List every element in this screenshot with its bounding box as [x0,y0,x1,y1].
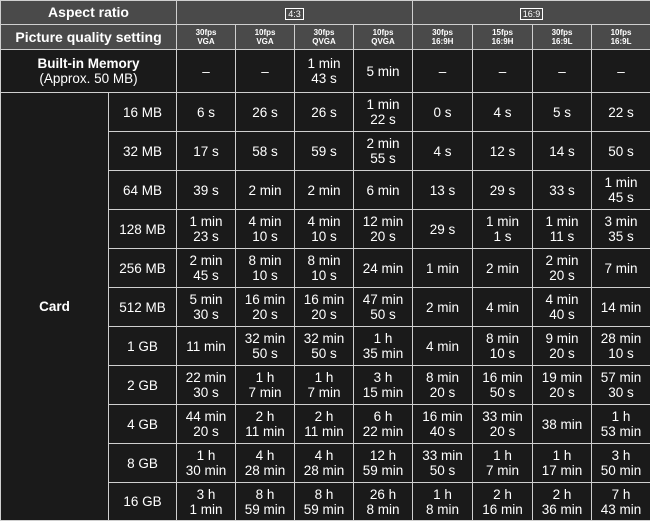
card-size-label: 4 GB [109,405,177,444]
time-cell [413,327,473,366]
time-cell [177,171,236,210]
time-cell [533,483,592,521]
time-value: 4 min [413,339,472,354]
time-value: 20 s [533,268,591,283]
time-value: 8 h [295,487,353,502]
builtin-memory-capacity: (Approx. 50 MB) [1,71,176,86]
quality-size: VGA [177,37,235,46]
time-value: 33 s [533,183,591,198]
time-value: 16 min [473,370,532,385]
time-value: 59 min [295,502,353,517]
time-value: 26 s [236,105,294,120]
time-value: 7 min [236,385,294,400]
time-cell [236,210,295,249]
quality-fps: 30fps [177,29,235,37]
time-value: 50 s [295,346,353,361]
time-cell [354,327,413,366]
time-value: 2 min [473,261,532,276]
time-value: 2 min [354,136,412,151]
time-value: – [177,64,235,79]
time-cell [533,210,592,249]
time-cell [413,249,473,288]
time-value: 30 min [177,463,235,478]
time-value: 32 min [295,331,353,346]
time-value: 28 min [592,331,650,346]
time-cell [473,50,533,93]
time-cell [295,171,354,210]
time-value: 3 h [177,487,235,502]
quality-size: QVGA [354,37,412,46]
time-value: 20 s [295,307,353,322]
time-value: 20 s [354,229,412,244]
time-value: 53 min [592,424,650,439]
time-cell [473,288,533,327]
time-value: 6 min [354,183,412,198]
quality-header-3 [354,25,413,50]
time-cell [295,210,354,249]
time-cell [592,405,650,444]
quality-fps: 10fps [354,29,412,37]
time-value: 22 s [592,105,650,120]
time-cell [177,210,236,249]
time-cell [533,288,592,327]
time-cell [295,249,354,288]
time-cell [413,132,473,171]
time-value: 1 min [177,214,235,229]
time-cell [533,50,592,93]
time-cell [295,327,354,366]
time-value: 2 min [533,253,591,268]
time-cell [354,171,413,210]
time-value: 45 s [177,268,235,283]
time-value: 28 min [236,463,294,478]
time-cell [236,483,295,521]
time-cell [473,93,533,132]
time-cell [177,288,236,327]
time-cell [473,366,533,405]
time-cell [413,483,473,521]
time-value: 8 min [473,331,532,346]
time-value: 10 s [473,346,532,361]
quality-fps: 10fps [592,29,650,37]
card-label: Card [1,93,109,521]
time-cell [236,405,295,444]
time-value: 2 h [236,409,294,424]
time-cell [592,93,650,132]
card-size-label: 64 MB [109,171,177,210]
time-value: 3 min [592,214,650,229]
time-cell [413,171,473,210]
quality-fps: 30fps [533,29,591,37]
time-value: 24 min [354,261,412,276]
time-value: 20 s [236,307,294,322]
time-cell [354,483,413,521]
time-value: 2 min [177,253,235,268]
quality-size: 16:9H [413,37,472,46]
time-cell [592,50,650,93]
time-value: 55 s [354,151,412,166]
time-cell [592,327,650,366]
time-value: 3 h [354,370,412,385]
time-value: 4 min [533,292,591,307]
quality-header-0 [177,25,236,50]
time-cell [413,288,473,327]
time-value: 9 min [533,331,591,346]
time-value: 16 min [295,292,353,307]
time-value: 40 s [533,307,591,322]
time-cell [473,210,533,249]
time-cell [354,210,413,249]
time-value: 45 s [592,190,650,205]
time-value: 7 h [592,487,650,502]
time-cell [295,50,354,93]
time-value: – [473,64,532,79]
time-value: 16 min [473,502,532,517]
card-size-label: 512 MB [109,288,177,327]
time-value: 0 s [413,105,472,120]
time-value: 4 h [236,448,294,463]
time-cell [533,366,592,405]
time-value: 16 min [413,409,472,424]
time-cell [473,132,533,171]
time-cell [177,132,236,171]
time-cell [354,444,413,483]
time-value: 35 s [592,229,650,244]
time-cell [473,483,533,521]
time-value: 2 min [295,183,353,198]
time-cell [295,366,354,405]
time-cell [295,132,354,171]
time-value: 16 min [236,292,294,307]
time-cell [177,366,236,405]
time-value: 1 min [592,175,650,190]
time-cell [533,405,592,444]
time-value: 7 min [295,385,353,400]
time-value: 11 s [533,229,591,244]
time-value: 33 min [413,448,472,463]
picture-quality-label: Picture quality setting [1,25,177,50]
quality-header-5 [473,25,533,50]
quality-fps: 15fps [473,29,532,37]
card-size-label: 1 GB [109,327,177,366]
time-value: 8 min [295,253,353,268]
time-value: 30 s [177,307,235,322]
time-cell [413,50,473,93]
time-value: 1 h [354,331,412,346]
time-cell [236,327,295,366]
time-value: 1 h [413,487,472,502]
time-value: 4 s [413,144,472,159]
quality-fps: 10fps [236,29,294,37]
time-value: 26 h [354,487,412,502]
time-value: 5 min [177,292,235,307]
time-value: 10 s [295,268,353,283]
time-value: – [236,64,294,79]
time-value: 35 min [354,346,412,361]
quality-header-2 [295,25,354,50]
time-value: 8 min [413,502,472,517]
card-size-label: 128 MB [109,210,177,249]
time-value: 5 s [533,105,591,120]
card-size-label: 16 MB [109,93,177,132]
time-cell [354,93,413,132]
time-value: 20 s [533,346,591,361]
time-value: 11 min [236,424,294,439]
time-value: 20 s [533,385,591,400]
time-value: 29 s [413,222,472,237]
time-value: 12 s [473,144,532,159]
card-size-label: 16 GB [109,483,177,521]
time-value: 1 h [295,370,353,385]
time-value: 50 s [592,144,650,159]
time-value: 50 s [236,346,294,361]
time-value: 1 min [533,214,591,229]
time-value: 8 min [236,253,294,268]
time-value: 32 min [236,331,294,346]
time-value: 7 min [592,261,650,276]
time-cell [592,132,650,171]
time-value: 2 h [533,487,591,502]
aspect-16-9-badge: 16:9 [520,8,544,20]
time-value: 28 min [295,463,353,478]
time-value: 11 min [177,339,235,354]
time-value: 22 s [354,112,412,127]
time-cell [177,249,236,288]
time-cell [295,288,354,327]
time-cell [177,327,236,366]
time-cell [413,405,473,444]
time-cell [413,210,473,249]
time-cell [592,210,650,249]
time-cell [236,366,295,405]
time-cell [177,93,236,132]
quality-fps: 30fps [295,29,353,37]
time-value: 2 min [413,300,472,315]
time-value: 12 h [354,448,412,463]
time-value: 1 h [473,448,532,463]
time-cell [473,444,533,483]
time-cell [592,444,650,483]
builtin-memory-title: Built-in Memory [1,56,176,71]
time-cell [236,50,295,93]
time-value: 30 s [177,385,235,400]
time-value: 26 s [295,105,353,120]
time-cell [295,93,354,132]
time-value: 1 min [354,97,412,112]
time-value: 22 min [177,370,235,385]
quality-size: 16:9L [592,37,650,46]
time-value: 1 min [413,261,472,276]
time-value: 10 s [236,268,294,283]
time-cell [177,483,236,521]
time-cell [236,288,295,327]
time-value: 20 s [177,424,235,439]
time-value: 8 min [413,370,472,385]
aspect-ratio-label: Aspect ratio [1,1,177,25]
time-value: 4 min [473,300,532,315]
time-cell [354,405,413,444]
time-value: 4 min [295,214,353,229]
time-value: 15 min [354,385,412,400]
aspect-16-9-header [413,1,650,25]
card-size-label: 8 GB [109,444,177,483]
time-value: 1 h [592,409,650,424]
time-cell [236,93,295,132]
time-cell [533,93,592,132]
time-value: 5 min [354,64,412,79]
time-value: – [533,64,591,79]
card-row [1,93,650,132]
time-cell [354,50,413,93]
quality-header-1 [236,25,295,50]
time-cell [236,444,295,483]
time-cell [592,366,650,405]
time-cell [473,249,533,288]
time-value: 1 s [473,229,532,244]
time-cell [295,405,354,444]
time-value: 6 h [354,409,412,424]
time-cell [236,132,295,171]
time-value: 8 min [354,502,412,517]
time-value: – [592,64,650,79]
time-value: 10 s [236,229,294,244]
time-value: 11 min [295,424,353,439]
time-value: 20 s [413,385,472,400]
aspect-4-3-header [177,1,413,25]
time-value: 4 min [236,214,294,229]
time-value: 58 s [236,144,294,159]
time-value: 47 min [354,292,412,307]
time-value: 30 s [592,385,650,400]
time-cell [295,444,354,483]
time-value: 14 s [533,144,591,159]
time-cell [177,405,236,444]
time-value: 19 min [533,370,591,385]
time-cell [533,132,592,171]
time-cell [592,171,650,210]
aspect-4-3-badge: 4:3 [285,8,304,20]
time-value: 8 h [236,487,294,502]
time-value: 43 min [592,502,650,517]
time-cell [413,444,473,483]
time-value: 39 s [177,183,235,198]
time-value: 50 s [413,463,472,478]
quality-header-7 [592,25,650,50]
builtin-memory-row [1,50,650,93]
time-value: 40 s [413,424,472,439]
time-value: 4 h [295,448,353,463]
time-value: 17 s [177,144,235,159]
time-value: 7 min [473,463,532,478]
time-value: 57 min [592,370,650,385]
time-value: 20 s [473,424,532,439]
time-cell [354,366,413,405]
time-value: 50 min [592,463,650,478]
time-value: 10 s [295,229,353,244]
builtin-memory-label [1,50,177,93]
time-value: 2 h [295,409,353,424]
card-size-label: 2 GB [109,366,177,405]
time-value: 13 s [413,183,472,198]
quality-header-4 [413,25,473,50]
time-cell [354,249,413,288]
quality-fps: 30fps [413,29,472,37]
quality-size: 16:9L [533,37,591,46]
aspect-ratio-row [1,1,650,25]
quality-header-6 [533,25,592,50]
quality-size: VGA [236,37,294,46]
time-cell [354,132,413,171]
time-value: 38 min [533,417,591,432]
time-value: 59 min [354,463,412,478]
time-value: 23 s [177,229,235,244]
time-value: 50 s [354,307,412,322]
time-value: 22 min [354,424,412,439]
time-value: 4 s [473,105,532,120]
time-cell [592,483,650,521]
time-cell [236,249,295,288]
time-cell [473,327,533,366]
time-value: 1 min [177,502,235,517]
time-cell [473,405,533,444]
time-cell [354,288,413,327]
time-value: – [413,64,472,79]
time-cell [473,171,533,210]
time-value: 1 min [473,214,532,229]
time-value: 33 min [473,409,532,424]
time-value: 36 min [533,502,591,517]
time-cell [295,483,354,521]
time-value: 17 min [533,463,591,478]
time-value: 14 min [592,300,650,315]
time-cell [177,444,236,483]
time-value: 59 min [236,502,294,517]
time-value: 1 min [295,56,353,71]
time-value: 3 h [592,448,650,463]
time-value: 6 s [177,105,235,120]
quality-size: 16:9H [473,37,532,46]
quality-row [1,25,650,50]
time-value: 1 h [533,448,591,463]
time-cell [533,249,592,288]
time-cell [413,93,473,132]
card-size-label: 256 MB [109,249,177,288]
time-cell [413,366,473,405]
time-value: 29 s [473,183,532,198]
time-cell [533,444,592,483]
time-value: 44 min [177,409,235,424]
time-cell [533,171,592,210]
time-cell [592,249,650,288]
time-value: 43 s [295,71,353,86]
card-size-label: 32 MB [109,132,177,171]
time-value: 10 s [592,346,650,361]
time-cell [177,50,236,93]
time-value: 1 h [236,370,294,385]
time-value: 50 s [473,385,532,400]
time-value: 12 min [354,214,412,229]
time-cell [236,171,295,210]
time-value: 2 min [236,183,294,198]
time-value: 2 h [473,487,532,502]
quality-size: QVGA [295,37,353,46]
time-cell [533,327,592,366]
time-value: 59 s [295,144,353,159]
time-value: 1 h [177,448,235,463]
time-cell [592,288,650,327]
